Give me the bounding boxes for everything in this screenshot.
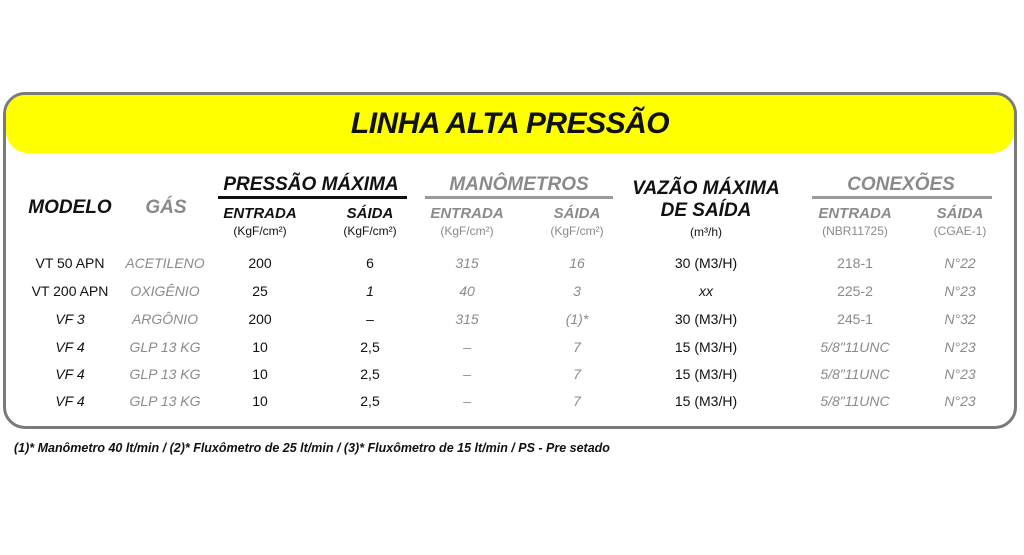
cell-modelo: VT 50 APN — [35, 255, 105, 271]
cell-manometros-saida: 7 — [573, 393, 581, 409]
header-manometros: MANÔMETROS — [449, 174, 589, 195]
header-modelo: MODELO — [28, 197, 112, 218]
cell-conexoes-entrada: 5/8"11UNC — [820, 366, 890, 382]
cell-gas: ARGÔNIO — [131, 311, 199, 327]
header-gas: GÁS — [145, 197, 187, 218]
cell-pressao-entrada: 10 — [252, 339, 268, 355]
cell-manometros-saida: (1)* — [565, 311, 589, 327]
cell-conexoes-saida: N°23 — [944, 339, 976, 355]
header-vazao-line2: DE SAÍDA — [660, 200, 752, 221]
header-conexoes: CONEXÕES — [847, 174, 955, 195]
page-title: LINHA ALTA PRESSÃO — [350, 107, 670, 140]
cell-modelo: VF 4 — [55, 393, 85, 409]
cell-manometros-entrada: – — [463, 393, 471, 409]
subheader-pressao-entrada: ENTRADA (KgF/cm²) — [223, 205, 297, 238]
cell-manometros-saida: 3 — [573, 283, 581, 299]
cell-vazao: 15 (M3/H) — [674, 393, 738, 409]
subheader-manometros-saida: SÁIDA (KgF/cm²) — [550, 205, 604, 238]
cell-manometros-entrada: 315 — [455, 255, 479, 271]
pressao-underline — [218, 196, 407, 199]
cell-vazao: 15 (M3/H) — [674, 339, 738, 355]
cell-conexoes-saida: N°32 — [944, 311, 976, 327]
cell-vazao: 30 (M3/H) — [674, 311, 738, 327]
cell-conexoes-saida: N°23 — [944, 283, 976, 299]
cell-conexoes-saida: N°22 — [944, 255, 976, 271]
cell-vazao: xx — [699, 283, 713, 299]
cell-pressao-saida: 2,5 — [360, 339, 380, 355]
cell-conexoes-entrada: 5/8"11UNC — [820, 339, 890, 355]
cell-pressao-entrada: 10 — [252, 393, 268, 409]
subheader-conexoes-saida: SÁIDA (CGAE-1) — [933, 205, 987, 238]
cell-manometros-entrada: 315 — [455, 311, 479, 327]
conexoes-underline — [812, 196, 992, 199]
cell-gas: GLP 13 KG — [129, 366, 201, 382]
cell-conexoes-saida: N°23 — [944, 366, 976, 382]
cell-pressao-entrada: 200 — [248, 311, 272, 327]
cell-conexoes-entrada: 5/8"11UNC — [820, 393, 890, 409]
title-banner — [6, 95, 1014, 153]
cell-pressao-saida: 2,5 — [360, 393, 380, 409]
cell-gas: GLP 13 KG — [129, 339, 201, 355]
cell-pressao-saida: 6 — [366, 255, 374, 271]
cell-vazao: 30 (M3/H) — [674, 255, 738, 271]
subheader-pressao-saida: SÁIDA (KgF/cm²) — [343, 205, 397, 238]
cell-conexoes-entrada: 245-1 — [837, 311, 873, 327]
cell-pressao-entrada: 25 — [252, 283, 268, 299]
cell-conexoes-entrada: 218-1 — [837, 255, 873, 271]
cell-conexoes-saida: N°23 — [944, 393, 976, 409]
header-vazao-line1: VAZÃO MÁXIMA — [632, 178, 780, 199]
cell-modelo: VF 4 — [55, 366, 85, 382]
cell-manometros-saida: 16 — [569, 255, 585, 271]
cell-gas: ACETILENO — [125, 255, 205, 271]
cell-gas: GLP 13 KG — [129, 393, 201, 409]
cell-manometros-entrada: 40 — [459, 283, 475, 299]
cell-manometros-saida: 7 — [573, 339, 581, 355]
cell-pressao-saida: – — [366, 311, 374, 327]
cell-vazao: 15 (M3/H) — [674, 366, 738, 382]
subheader-manometros-entrada: ENTRADA (KgF/cm²) — [430, 205, 504, 238]
header-pressao-maxima: PRESSÃO MÁXIMA — [223, 174, 399, 195]
cell-modelo: VF 4 — [55, 339, 85, 355]
subheader-conexoes-entrada: ENTRADA (NBR11725) — [818, 205, 892, 238]
cell-conexoes-entrada: 225-2 — [837, 283, 873, 299]
cell-gas: OXIGÊNIO — [130, 283, 200, 299]
cell-pressao-entrada: 10 — [252, 366, 268, 382]
manometros-underline — [425, 196, 613, 199]
cell-modelo: VT 200 APN — [31, 283, 109, 299]
cell-manometros-entrada: – — [463, 366, 471, 382]
cell-pressao-saida: 1 — [366, 283, 374, 299]
cell-modelo: VF 3 — [55, 311, 85, 327]
cell-pressao-saida: 2,5 — [360, 366, 380, 382]
cell-manometros-saida: 7 — [573, 366, 581, 382]
cell-pressao-entrada: 200 — [248, 255, 272, 271]
cell-manometros-entrada: – — [463, 339, 471, 355]
header-vazao-unit: (m³/h) — [690, 225, 722, 239]
footnote: (1)* Manômetro 40 lt/min / (2)* Fluxômetro de 25 lt/min / (3)* Fluxômetro de 15 lt/min / PS - Pre setado — [14, 441, 610, 455]
